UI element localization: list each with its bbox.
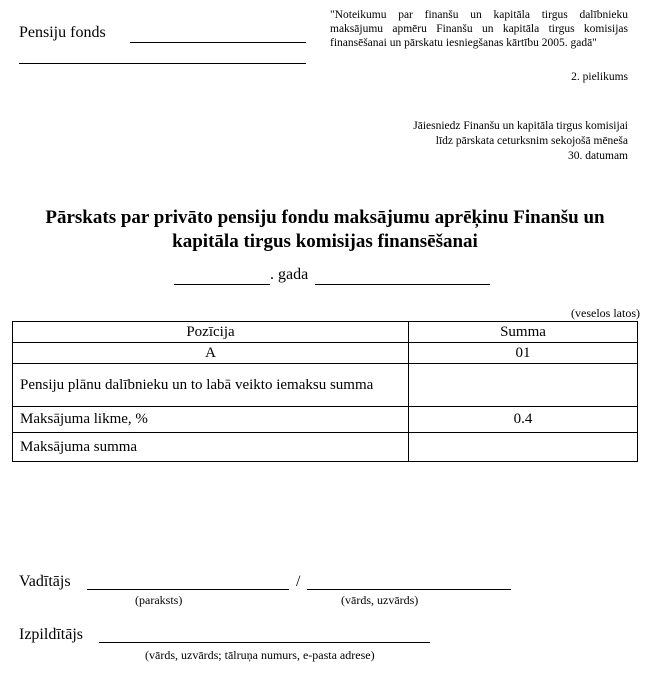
row-label: Maksājuma summa xyxy=(13,433,409,462)
units-note: (veselos latos) xyxy=(571,306,640,320)
executor-label: Izpildītājs xyxy=(19,626,83,643)
report-title-line: kapitāla tirgus komisijas finansēšanai xyxy=(172,231,478,252)
signature-line xyxy=(87,589,289,590)
submission-note-line: Jāiesniedz Finanšu un kapitāla tirgus komisijai xyxy=(413,120,628,132)
signature-caption: (paraksts) xyxy=(135,593,183,607)
column-header-position: Pozīcija xyxy=(13,322,409,343)
code-cell: 01 xyxy=(409,343,638,364)
table-header-row xyxy=(13,322,638,343)
payment-calculation-table xyxy=(12,321,638,462)
name-line xyxy=(307,589,511,590)
table-row xyxy=(13,407,638,433)
code-cell: A xyxy=(13,343,409,364)
table-code-row xyxy=(13,343,638,364)
fund-name-line-2 xyxy=(19,63,306,64)
row-label: Pensiju plānu dalībnieku un to labā veikto iemaksu summa xyxy=(13,364,409,407)
period-blank-line xyxy=(315,284,490,285)
row-value xyxy=(409,433,638,462)
row-label: Maksājuma likme, % xyxy=(13,407,409,433)
year-label: . gada xyxy=(270,266,309,283)
submission-note xyxy=(330,119,628,164)
date-blank-line xyxy=(174,284,270,285)
executor-caption: (vārds, uzvārds; tālruņa numurs, e-pasta adrese) xyxy=(145,648,375,662)
fund-label: Pensiju fonds xyxy=(19,24,106,41)
name-caption: (vārds, uzvārds) xyxy=(341,593,419,607)
table-row xyxy=(13,364,638,407)
head-label: Vadītājs xyxy=(19,573,71,590)
slash-separator: / xyxy=(296,573,301,590)
table-row xyxy=(13,433,638,462)
row-value xyxy=(409,364,638,407)
report-title xyxy=(0,206,650,254)
submission-note-line: līdz pārskata ceturksnim sekojošā mēneša xyxy=(435,135,628,147)
fund-name-line xyxy=(130,42,306,43)
regulation-reference: "Noteikumu par finanšu un kapitāla tirgus dalībnieku maksājumu apmēru Finanšu un kapitāla tirgus komisijas finansēšanai un pārskatu iesniegšanas kārtību 2005. gadā" xyxy=(330,9,628,49)
column-header-sum: Summa xyxy=(409,322,638,343)
appendix-number: 2. pielikums xyxy=(571,71,628,83)
report-title-line: Pārskats par privāto pensiju fondu maksājumu aprēķinu Finanšu un xyxy=(45,207,605,228)
submission-note-line: 30. datumam xyxy=(567,150,628,162)
row-value: 0.4 xyxy=(409,407,638,433)
executor-line xyxy=(99,642,430,643)
